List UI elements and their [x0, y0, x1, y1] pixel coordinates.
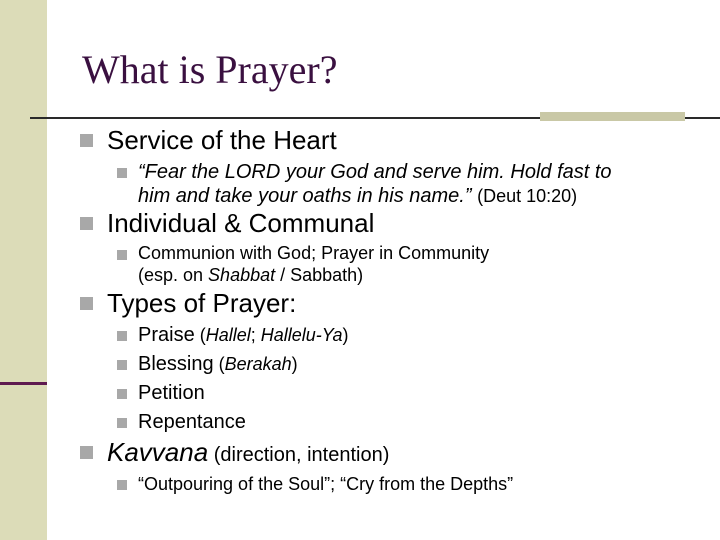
bullet-service-of-the-heart	[81, 125, 337, 155]
communion-line-1: Communion with God; Prayer in Community	[138, 243, 490, 263]
sub-bullet-outpouring	[117, 472, 513, 496]
sub-bullet-blessing: Blessing (Berakah)	[117, 352, 298, 376]
left-decorative-band	[0, 0, 47, 540]
quote-line-1: “Fear the LORD your God and serve him. Hold fast to	[138, 161, 612, 183]
square-bullet-icon	[80, 297, 93, 310]
square-bullet-icon	[117, 360, 127, 370]
prayer-type: Petition	[138, 382, 205, 404]
quote-line-2: him and take your oaths in his name.”	[138, 185, 472, 207]
square-bullet-icon	[80, 217, 93, 230]
bullet-individual-communal	[81, 208, 374, 238]
square-bullet-icon	[117, 480, 127, 490]
square-bullet-icon	[80, 134, 93, 147]
prayer-type: Praise	[138, 324, 195, 346]
bullet-text: Individual & Communal	[107, 208, 375, 238]
square-bullet-icon	[117, 331, 127, 341]
prayer-type: Repentance	[138, 411, 246, 433]
square-bullet-icon	[117, 250, 127, 260]
bullet-text: Service of the Heart	[107, 125, 337, 155]
sub-bullet-communion: Communion with God; Prayer in Community (esp. on Shabbat / Sabbath)	[117, 242, 489, 287]
slide-title: What is Prayer?	[82, 47, 338, 92]
sub-bullet-deut-quote	[117, 160, 612, 208]
title-rule-accent	[540, 112, 685, 121]
sub-bullet-petition	[117, 381, 205, 405]
outpouring-text: “Outpouring of the Soul”; “Cry from the Depths”	[138, 474, 514, 494]
sub-bullet-repentance	[117, 410, 246, 434]
prayer-type: Blessing	[138, 353, 214, 375]
quote-reference: (Deut 10:20)	[477, 186, 578, 206]
square-bullet-icon	[117, 389, 127, 399]
square-bullet-icon	[117, 418, 127, 428]
square-bullet-icon	[80, 446, 93, 459]
bullet-text: Types of Prayer:	[107, 288, 297, 318]
sub-bullet-praise: Praise (Hallel; Hallelu-Ya)	[117, 323, 348, 347]
shabbat-term: Shabbat	[208, 265, 276, 285]
left-accent-line	[0, 382, 47, 385]
bullet-types-of-prayer	[81, 288, 296, 318]
square-bullet-icon	[117, 168, 127, 178]
bullet-kavvana	[81, 437, 389, 470]
kavvana-term: Kavvana	[107, 437, 209, 467]
kavvana-note: (direction, intention)	[208, 444, 390, 466]
